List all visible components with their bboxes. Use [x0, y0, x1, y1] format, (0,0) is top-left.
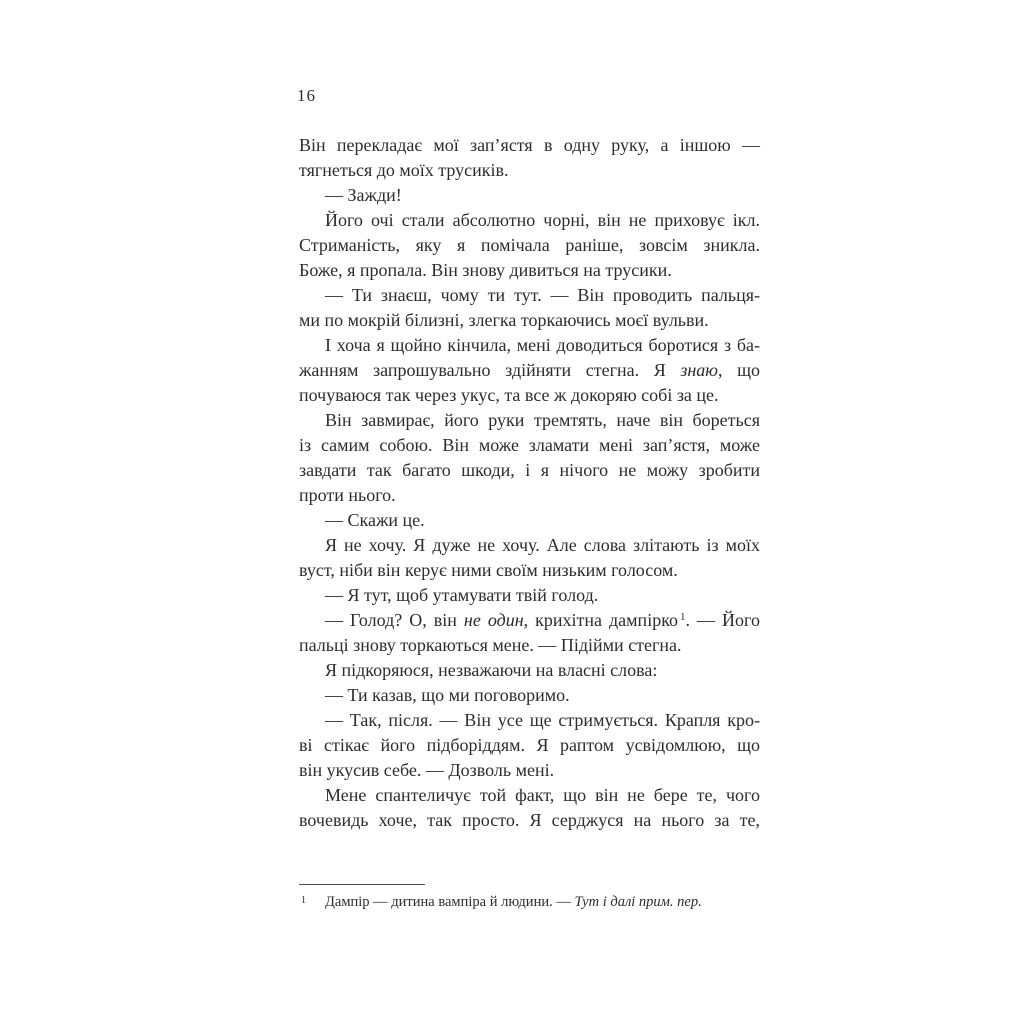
text-segment: він укусив себе. — Дозволь мені. — [299, 760, 555, 780]
text-segment: — Я тут, щоб утамувати твій голод. — [325, 585, 599, 605]
text-line — [299, 133, 760, 158]
text-segment: почуваюся так через укус, та все ж докоряю собі за це. — [299, 385, 719, 405]
text-segment: ві стікає його підборіддям. Я раптом усвідомлюю, що — [299, 735, 760, 755]
text-line — [299, 558, 760, 583]
text-line — [299, 683, 760, 708]
text-segment: І хоча я щойно кінчила, мені доводиться боротися з ба- — [325, 335, 760, 355]
text-line — [299, 733, 760, 758]
footnote-separator-rule — [299, 884, 425, 885]
text-segment: , що — [718, 360, 760, 380]
text-segment: Мене спантеличує той факт, що він не бере те, чого — [325, 785, 760, 805]
text-segment: із самим собою. Він може зламати мені зап’ястя, може — [299, 435, 760, 455]
text-segment: Боже, я пропала. Він знову дивиться на трусики. — [299, 260, 672, 280]
text-line — [299, 808, 760, 833]
italic-text-segment: Тут і далі прим. пер. — [574, 894, 702, 910]
text-segment: вуст, ніби він керує ними своїм низьким голосом. — [299, 560, 678, 580]
text-line — [299, 583, 760, 608]
text-segment: — Ти казав, що ми поговоримо. — [325, 685, 570, 705]
text-segment: жанням запрошувально здійняти стегна. Я — [299, 360, 681, 380]
text-segment: — Голод? О, він — [325, 610, 464, 630]
text-line — [299, 483, 760, 508]
text-segment: проти нього. — [299, 485, 396, 505]
text-segment: Стриманість, яку я помічала раніше, зовсім зникла. — [299, 235, 760, 255]
italic-text-segment: знаю — [680, 360, 719, 380]
text-segment: Він завмирає, його руки тремтять, наче він бореться — [325, 410, 760, 430]
text-line — [299, 383, 760, 408]
page-number: 16 — [297, 86, 316, 105]
text-line — [299, 758, 760, 783]
text-line — [299, 358, 760, 383]
text-line — [299, 508, 760, 533]
text-line — [299, 233, 760, 258]
body-text — [299, 133, 760, 833]
text-segment: Він перекладає мої зап’ястя в одну руку, а іншою — — [299, 135, 760, 155]
text-segment: завдати так багато шкоди, і я нічого не можу зробити — [299, 460, 760, 480]
italic-text-segment: не один — [463, 610, 524, 630]
text-line — [299, 658, 760, 683]
text-line — [299, 208, 760, 233]
footnote — [299, 893, 760, 912]
text-line — [299, 608, 760, 633]
text-line — [299, 533, 760, 558]
text-segment: Його очі стали абсолютно чорні, він не приховує ікл. — [325, 210, 760, 230]
text-segment: Я не хочу. Я дуже не хочу. Але слова злітають із моїх — [325, 535, 760, 555]
text-line — [299, 633, 760, 658]
text-segment: — Ти знаєш, чому ти тут. — Він проводить пальця- — [325, 285, 760, 305]
text-segment: тягнеться до моїх трусиків. — [299, 160, 509, 180]
text-line — [299, 458, 760, 483]
text-line — [299, 158, 760, 183]
text-line — [299, 258, 760, 283]
text-segment: — Скажи це. — [325, 510, 425, 530]
text-segment: ми по мокрій білизні, злегка торкаючись моєї вульви. — [299, 310, 709, 330]
text-segment: . — Його — [685, 610, 760, 630]
footnote-reference-superscript: 1 — [680, 611, 686, 623]
text-line — [299, 308, 760, 333]
text-line — [299, 283, 760, 308]
text-line — [299, 408, 760, 433]
text-segment: — Так, після. — Він усе ще стримується. Крапля кро- — [325, 710, 760, 730]
footnote-marker: 1 — [301, 895, 306, 906]
footnote-text — [325, 894, 702, 910]
text-line — [299, 433, 760, 458]
text-line — [299, 333, 760, 358]
text-segment: — Зажди! — [325, 185, 402, 205]
text-segment: Дампір — дитина вампіра й людини. — — [325, 894, 575, 910]
text-segment: пальці знову торкаються мене. — Підійми стегна. — [299, 635, 682, 655]
text-line — [299, 708, 760, 733]
text-line — [299, 783, 760, 808]
text-line — [299, 183, 760, 208]
text-segment: , крихітна дампірко — [523, 610, 679, 630]
text-segment: вочевидь хоче, так просто. Я серджуся на нього за те, — [299, 810, 760, 830]
text-segment: Я підкоряюся, незважаючи на власні слова: — [325, 660, 658, 680]
